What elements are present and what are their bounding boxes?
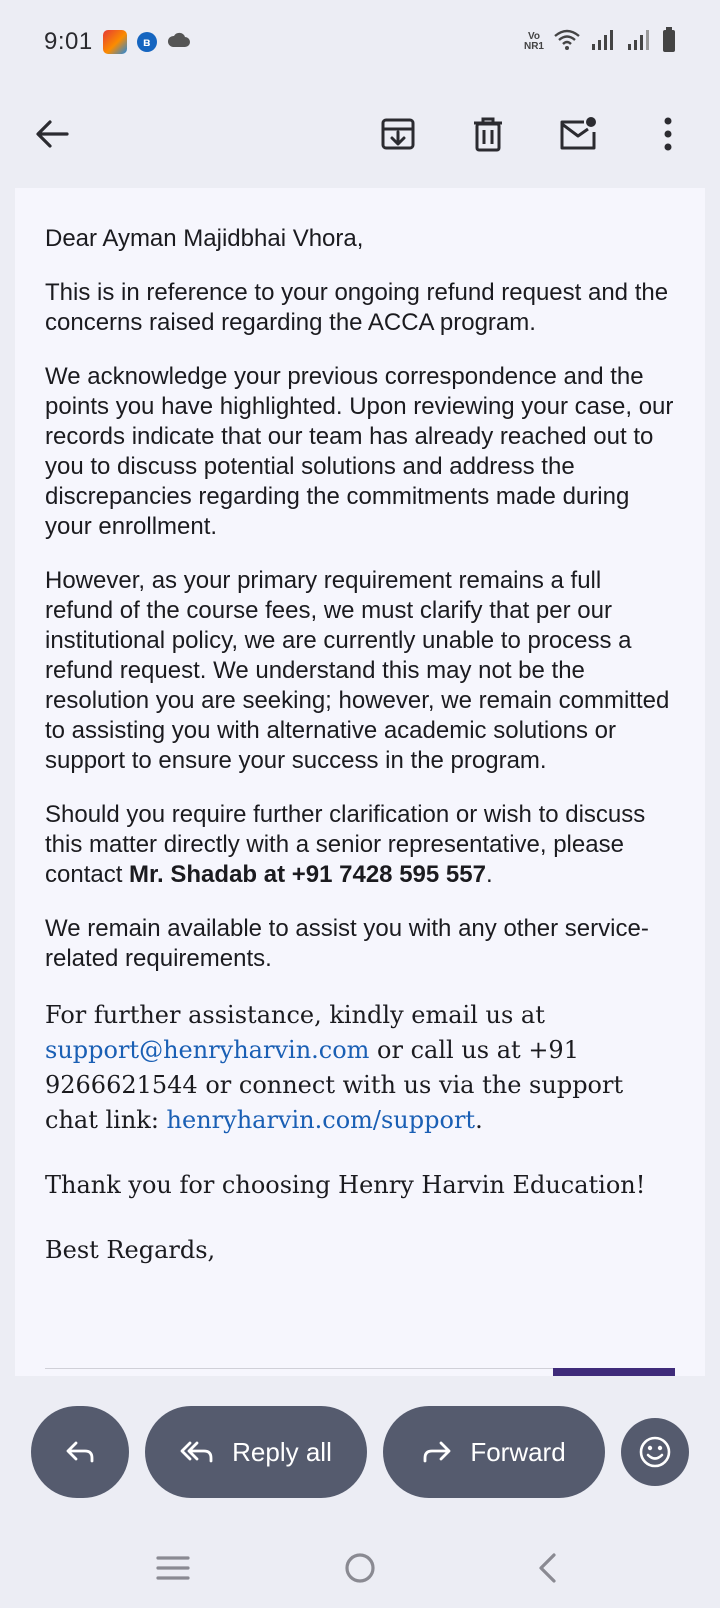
signal-icon bbox=[590, 29, 616, 56]
wifi-icon bbox=[554, 29, 580, 56]
forward-icon bbox=[422, 1440, 452, 1464]
emoji-icon bbox=[638, 1435, 672, 1469]
email-body bbox=[15, 188, 705, 1376]
volte-icon bbox=[524, 32, 544, 52]
signature-banner-image bbox=[553, 1368, 675, 1376]
support-suffix: . bbox=[475, 1106, 483, 1134]
forward-label: Forward bbox=[470, 1436, 566, 1467]
more-options-icon[interactable] bbox=[640, 106, 696, 162]
email-greeting: Dear Ayman Majidbhai Vhora, bbox=[45, 225, 364, 252]
system-nav-bar bbox=[0, 1528, 720, 1608]
email-paragraph-4 bbox=[45, 800, 675, 890]
email-paragraph-2: We acknowledge your previous correspondence and the points you have highlighted. Upon reviewing your case, our records indicate that our team has already reached out to you to discuss potential solutions and address the discrepancies regarding the commitments made during your enrollment. bbox=[45, 363, 674, 540]
support-prefix: For further assistance, kindly email us at bbox=[45, 1001, 545, 1029]
reply-button[interactable] bbox=[31, 1406, 129, 1498]
system-back-icon[interactable] bbox=[519, 1540, 575, 1596]
cloud-icon bbox=[167, 31, 191, 54]
app-bar bbox=[0, 84, 720, 184]
email-paragraph-1: This is in reference to your ongoing refund request and the concerns raised regarding the ACCA program. bbox=[45, 279, 669, 336]
emoji-reaction-button[interactable] bbox=[621, 1418, 689, 1486]
home-icon[interactable] bbox=[332, 1540, 388, 1596]
email-main-text bbox=[45, 224, 675, 974]
reply-all-button[interactable] bbox=[145, 1406, 367, 1498]
contact-details: Mr. Shadab at +91 7428 595 557 bbox=[129, 861, 486, 888]
email-paragraph-3: However, as your primary requirement remains a full refund of the course fees, we must clarify that per our institutional policy, we are currently unable to process a refund request. We understand this may not be the resolution you are seeking; however, we remain committed to assisting you with alternative academic solutions or support to ensure your success in the program. bbox=[45, 567, 670, 774]
recents-menu-icon[interactable] bbox=[145, 1540, 201, 1596]
thanks-line: Thank you for choosing Henry Harvin Education! bbox=[45, 1171, 646, 1199]
signal-icon-2 bbox=[626, 29, 652, 56]
support-chat-link[interactable]: henryharvin.com/support bbox=[166, 1106, 476, 1134]
app-bar-actions bbox=[370, 106, 696, 162]
email-action-row bbox=[0, 1406, 720, 1498]
reply-icon bbox=[65, 1440, 95, 1464]
back-arrow-icon[interactable] bbox=[24, 106, 80, 162]
status-left bbox=[44, 28, 191, 56]
support-email-link[interactable]: support@henryharvin.com bbox=[45, 1036, 370, 1064]
support-middle: or call us at +91 9266621544 or connect with us via the support chat link: bbox=[45, 1036, 624, 1134]
email-paragraph-5: We remain available to assist you with any other service-related requirements. bbox=[45, 915, 649, 972]
archive-icon[interactable] bbox=[370, 106, 426, 162]
battery-icon bbox=[662, 27, 676, 58]
reply-all-label: Reply all bbox=[232, 1436, 332, 1467]
status-right bbox=[524, 27, 676, 58]
status-bar bbox=[0, 0, 720, 84]
signoff-line: Best Regards, bbox=[45, 1236, 216, 1264]
contact-prefix: Should you require further clarification or wish to discuss this matter directly with a senior representative, please contact bbox=[45, 801, 646, 888]
volte-top: Vo bbox=[527, 31, 541, 42]
volte-bottom: NR1 bbox=[523, 41, 544, 52]
bluetooth-icon: ʙ bbox=[137, 32, 157, 52]
delete-icon[interactable] bbox=[460, 106, 516, 162]
email-signature-block bbox=[45, 998, 675, 1268]
reply-all-icon bbox=[180, 1440, 214, 1464]
status-time: 9:01 bbox=[44, 28, 93, 55]
app-notification-icon bbox=[103, 30, 127, 54]
forward-button[interactable] bbox=[383, 1406, 605, 1498]
support-paragraph bbox=[45, 998, 675, 1138]
mark-unread-icon[interactable] bbox=[550, 106, 606, 162]
contact-suffix: . bbox=[485, 861, 493, 888]
